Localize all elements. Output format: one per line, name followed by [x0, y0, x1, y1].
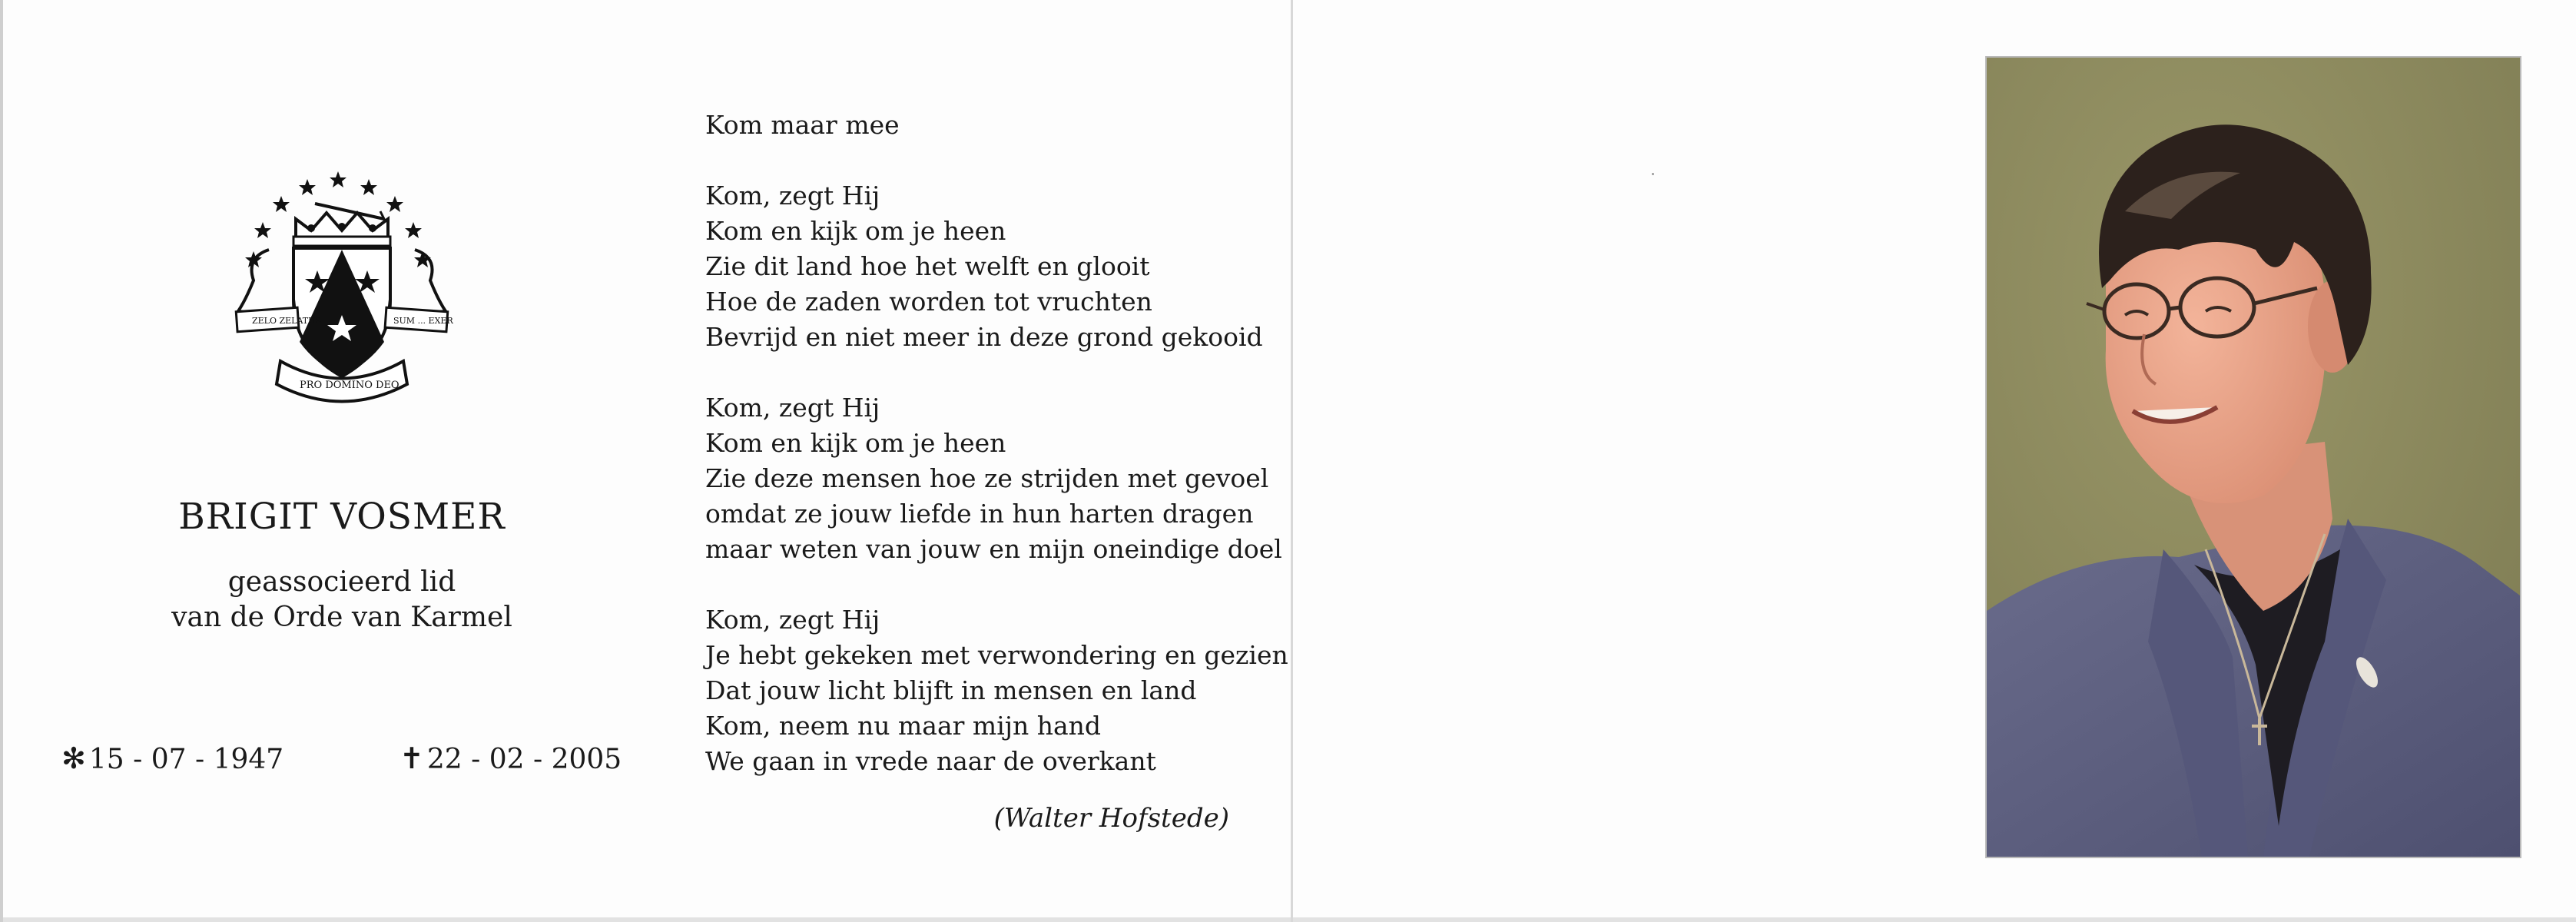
poem-line: Zie dit land hoe het welft en glooit — [705, 251, 1150, 281]
subtitle-line-2: van de Orde van Karmel — [171, 602, 512, 633]
poem-line: omdat ze jouw liefde in hun harten dragen — [705, 499, 1254, 529]
cross-icon: ✝ — [399, 741, 424, 775]
poem — [705, 108, 1288, 779]
poem-line: Kom, zegt Hij — [705, 181, 880, 211]
card-fold — [1291, 0, 1293, 922]
poem-line: Hoe de zaden worden tot vruchten — [705, 287, 1152, 317]
portrait-photo — [1985, 56, 2521, 858]
poem-line: Kom en kijk om je heen — [705, 216, 1006, 246]
death-date — [399, 741, 622, 775]
poem-line: Dat jouw licht blijft in mensen en land — [705, 675, 1197, 705]
poem-line: maar weten van jouw en mijn oneindige doel — [705, 534, 1282, 564]
poem-line: Kom, zegt Hij — [705, 393, 880, 423]
poem-line: Kom, neem nu maar mijn hand — [705, 711, 1102, 741]
poem-line: Zie deze mensen hoe ze strijden met gevoel — [705, 463, 1269, 493]
banner-right-text: SUM ... EXER — [393, 316, 453, 326]
poem-line: Kom en kijk om je heen — [705, 428, 1006, 458]
poem-line: Bevrijd en niet meer in deze grond gekooid — [705, 322, 1263, 352]
paper-speck — [1652, 173, 1654, 175]
poem-title: Kom maar mee — [705, 110, 900, 140]
deceased-name: BRIGIT VOSMER — [178, 496, 506, 538]
poem-line: We gaan in vrede naar de overkant — [705, 746, 1156, 776]
poem-line: Kom, zegt Hij — [705, 605, 880, 635]
death-date-text: 22 - 02 - 2005 — [426, 744, 622, 775]
birth-star-icon: ✻ — [61, 741, 86, 775]
birth-date — [61, 741, 283, 775]
poem-author: (Walter Hofstede) — [993, 803, 1229, 834]
carmelite-coat-of-arms-icon — [223, 165, 461, 411]
poem-line: Je hebt gekeken met verwondering en gezien — [705, 640, 1288, 670]
portrait-illustration — [1987, 58, 2520, 857]
banner-left-text: ZELO ZELATUS — [252, 316, 321, 326]
subtitle-line-1: geassocieerd lid — [227, 566, 456, 598]
banner-bottom-text: PRO DOMINO DEO — [300, 380, 399, 391]
card-edge — [0, 0, 3, 922]
birth-date-text: 15 - 07 - 1947 — [88, 744, 284, 775]
